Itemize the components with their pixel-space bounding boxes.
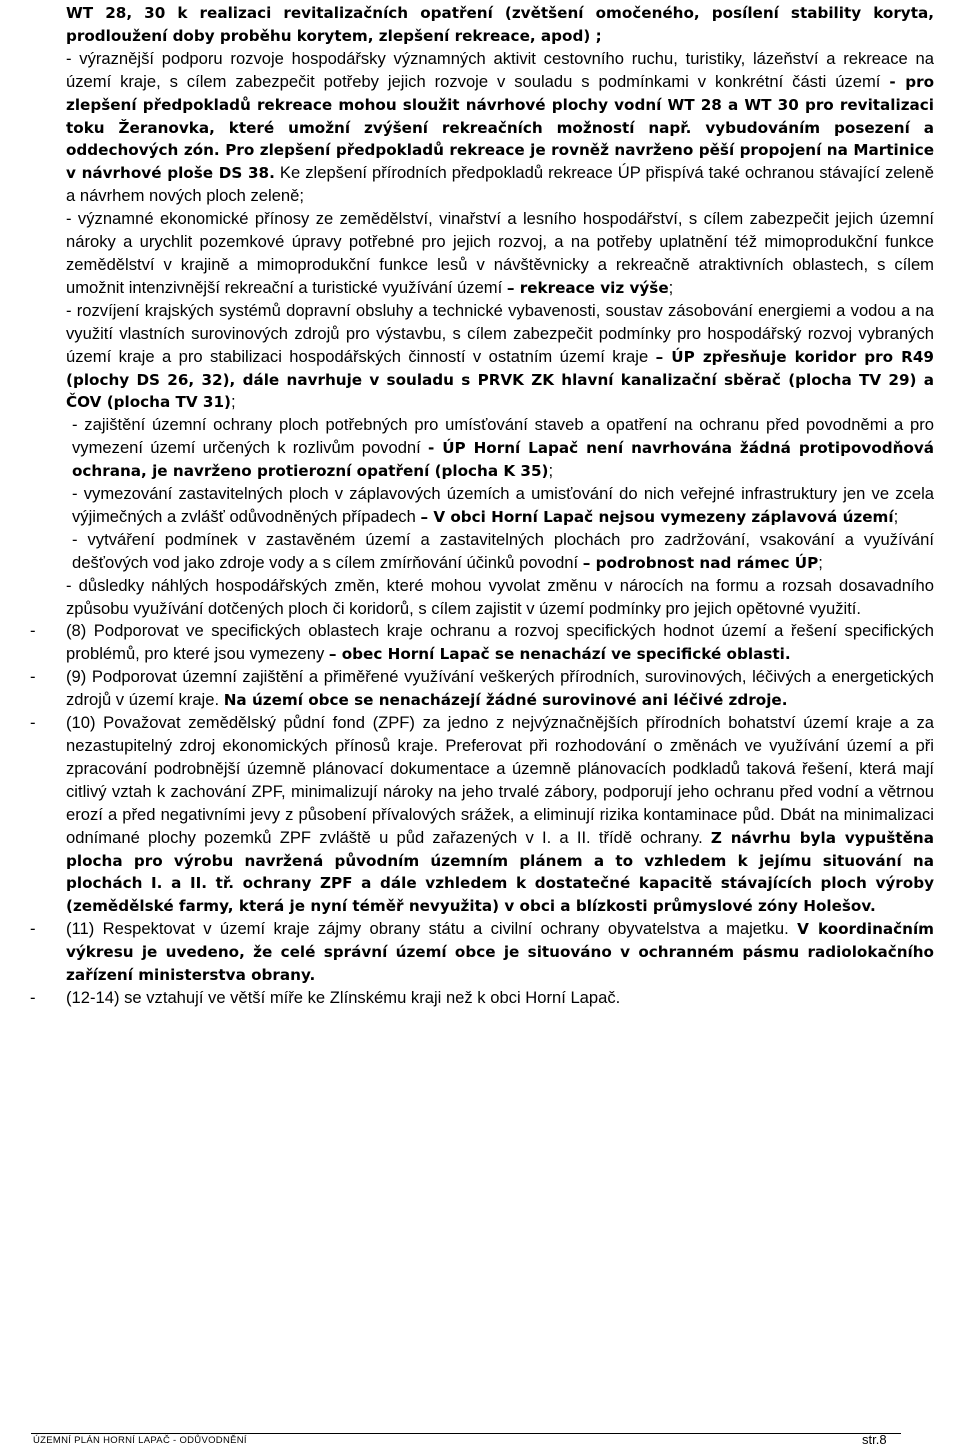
text: (9) Podporovat územní zajištění a přiměřené využívání veškerých přírodních, surovinových, léčivých a energetických zdrojů v území kraje. (66, 667, 934, 710)
list-item-11 (30, 918, 934, 987)
text: Ke zlepšení přírodních předpokladů rekreace ÚP přispívá také ochranou stávající zeleně a návrhem nových ploch zeleně; (66, 163, 934, 206)
text: ; (818, 552, 823, 572)
text: ; (668, 277, 674, 297)
list-item-12-14 (30, 987, 934, 1010)
list-dash: - (30, 987, 36, 1007)
bold-text: – rekreace viz výše (506, 278, 669, 297)
body-text (30, 2, 935, 1010)
paragraph-wt (66, 2, 934, 48)
text: - vytváření podmínek v zastavěném území a zastavitelných plochách pro zadržování, vsakování a využívání dešťových vod jako zdroje vody a s cílem zmírňování účinků povodní (72, 529, 934, 572)
text: (8) Podporovat ve specifických oblastech kraje ochranu a rozvoj specifických hodnot území a řešení specifických problémů, pro které jsou vymezeny (66, 621, 934, 664)
bold-text: - ÚP Horní Lapač není navrhována žádná protipovodňová ochrana, je navrženo protierozní opatření (plocha K 35) (72, 439, 934, 481)
paragraph-economic-changes (66, 575, 934, 621)
text: (11) Respektovat v území kraje zájmy obrany státu a civilní ochrany obyvatelstva a majetku. (66, 919, 798, 939)
text: (10) Považovat zemědělský půdní fond (ZPF) za jedno z nejvýznačnějších přírodních bohatství území kraje a za nezastupitelný zdroj ekonomických přínosů kraje. Preferovat při rozhodování o změnách ve využívání území a při zpracování podrobnější územně plánovací dokumentace a územně plánovacích podkladů taková řešení, která mají citlivý vztah k zachování ZPF, minimalizují nároky na jeho trvalé zábory, podporují jeho ochranu před vodní a větrnou erozí a před negativními jevy z působení přívalových srážek, a eliminují rizika kontaminace půd. Dbát na minimalizaci odnímané plochy pozemků ZPF zvláště u půd zařazených v I. a II. třídě ochrany. (66, 713, 934, 847)
text: - výraznější podporu rozvoje hospodářsky významných aktivit cestovního ruchu, turistiky, lázeňství a rekreace na území kraje, s cílem zabezpečit potřeby jejich rozvoje v souladu s podmínkami v konkrétní části území (66, 48, 934, 91)
text: - rozvíjení krajských systémů dopravní obsluhy a technické vybavenosti, soustav zásobování energiemi a vodou a na využití vlastních surovinových zdrojů pro výstavbu, s cílem zabezpečit podmínky pro hospodářský rozvoj vybraných území kraje a pro stabilizaci hospodářských činností v ostatním území kraje (66, 300, 934, 366)
bold-text: – podrobnost nad rámec ÚP (582, 553, 819, 572)
list-dash: - (30, 713, 36, 733)
paragraph-floodplains (66, 483, 934, 529)
bold-text: - pro zlepšení předpokladů rekreace mohou sloužit návrhové plochy vodní WT 28 a WT 30 pro revitalizaci toku Žeranovka, které umožní zvýšení rekreačních možností např. vybudováním posezení a oddechových zón. Pro zlepšení předpokladů rekreace je rovněž navrženo pěší propojení na Martinice v návrhové ploše DS 38. (66, 72, 935, 183)
list-dash: - (30, 919, 36, 939)
bold-text: – ÚP zpřesňuje koridor pro R49 (plochy DS 26, 32), dále navrhuje v souladu s PRVK ZK hlavní kanalizační sběrač (plocha TV 29) a ČOV (plocha TV 31) (66, 347, 934, 412)
text: (12-14) se vztahují ve větší míře ke Zlínskému kraji než k obci Horní Lapač. (66, 987, 621, 1007)
paragraph-floods (66, 414, 934, 483)
bold-text: – obec Horní Lapač se nenachází ve specifické oblasti. (328, 645, 791, 664)
page-number: str.8 (862, 1432, 887, 1447)
footer-document-title: ÚZEMNÍ PLÁN HORNÍ LAPAČ - ODŮVODNĚNÍ (33, 1435, 247, 1446)
paragraph-rainwater (66, 529, 934, 575)
bold-text: Na území obce se nenacházejí žádné surovinové ani léčivé zdroje. (223, 691, 788, 710)
paragraph-tourism (66, 48, 934, 208)
list-dash: - (30, 621, 36, 641)
bold-text: Z návrhu byla vypuštěna plocha pro výrobu navržená původním územním plánem a to vzhledem k jejímu situování na plochách I. a II. tř. ochrany ZPF a dále vzhledem k dostatečné kapacitě stávajících ploch výroby (zemědělské farmy, která je nyní téměř nevyužita) v obci a blízkosti průmyslové zóny Holešov. (66, 828, 934, 916)
paragraph-transport (66, 300, 934, 415)
text: - zajištění územní ochrany ploch potřebných pro umísťování staveb a opatření na ochranu před povodněmi a pro vymezení území určených k rozlivům povodní (72, 415, 934, 458)
bold-text: WT 28, 30 k realizaci revitalizačních opatření (zvětšení omočeného, posílení stability koryta, prodloužení doby proběhu korytem, zlepšení rekreace, apod) ; (66, 4, 934, 45)
list-item-10 (30, 712, 934, 918)
paragraph-agriculture (66, 208, 934, 300)
bold-text: – V obci Horní Lapač nejsou vymezeny záplavová území (420, 507, 894, 526)
footer-divider (31, 1433, 901, 1434)
list-item-9 (30, 666, 934, 712)
text: ; (230, 392, 236, 412)
list-dash: - (30, 667, 36, 687)
text: - významné ekonomické přínosy ze zemědělství, vinařství a lesního hospodářství, s cílem zabezpečit jejich územní nároky a urychlit pozemkové úpravy potřebné pro jejich rozvoj, a na potřeby uplatnění též mimoprodukční funkce zemědělství v krajině a mimoprodukční funkce lesů v návštěvnicky a rekreačně atraktivních oblastech, s cílem umožnit intenzivnější rekreační a turistické využívání území (66, 209, 934, 297)
text: - důsledky náhlých hospodářských změn, které mohou vyvolat změnu v nárocích na formu a rozsah dosavadního způsobu využívání dotčených ploch či koridorů, s cílem zajistit v území podmínky pro jejich opětovné využití. (66, 575, 934, 618)
text: ; (893, 506, 899, 526)
text: ; (548, 461, 554, 481)
text: - vymezování zastavitelných ploch v záplavových územích a umisťování do nich veřejné infrastruktury jen ve zcela výjimečných a zvlášť odůvodněných případech (72, 484, 934, 526)
bold-text: V koordinačním výkresu je uvedeno, že celé správní území obce je situováno v ochranném pásmu radiolokačního zařízení ministerstva obrany. (66, 920, 934, 985)
list-item-8 (30, 620, 934, 666)
